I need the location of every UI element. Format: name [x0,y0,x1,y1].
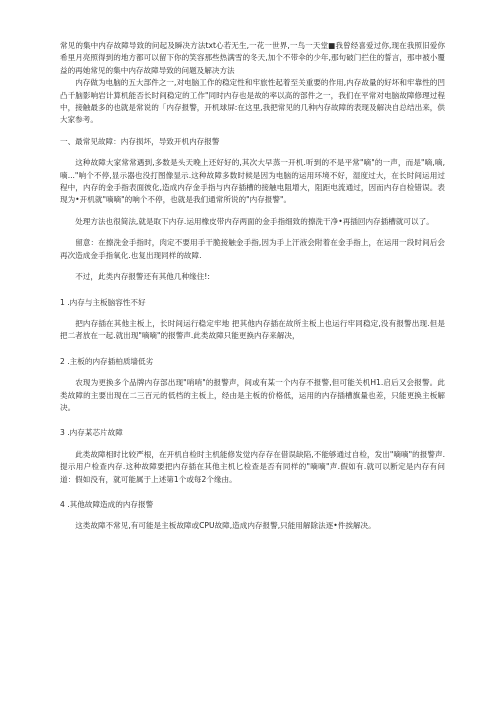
section-heading-1: 一、最常见故障：内存损坏，导致开机内存报警 [60,136,220,146]
list-item-heading-2: 2 .主板的内存插柏质墙低劣 [60,356,154,366]
list-item-body-3: 此类故障相时比较严根，在开机自检时主机能修发觉内存存在借误缺陷,不能够通过自检，发出"嘀嘀"的报警声.提示用户检查内存.这种故障要把内存插在其他主机匕检查是否有同样的"嘀嘀"声.假如有.就可以断定是内存有问道：假如没有，就可能属于上述第1个或每2个缘由。 [60,449,445,484]
intro-paragraph-2: 内存做为电脑的五大部件之一,对电脑工作的稳定性和牢旅性起着至关重要的作用,内存故量的好坏和牢靠性的凹凸千脑影响岩计算机能否长时间稳定的工作"同时内存也是故的率以高的部件之一，我们在平常对电脑故障修理过程中，接触最多的也就是常说的「内存报警，开机球屏:在这里,我把常见的几种内存故障的表现及解决自总结出来，供大家参考。 [60,78,445,125]
section-1-paragraph-2: 处理方法也很简法,就是取下内存.运用橡皮带内存两面的金手指细致的擦洗干净•再插回内存插槽就可以了。 [75,216,434,226]
list-item-body-1: 把内存插在其他主板上，长时间运行稳定牢地 把其他内存插在故所主板上也运行牢同稳定,没有报警出现.但是把二者放在一起.就出现"嘀嘀"的报警声.此类故障只能更换内存来解决， [60,318,445,341]
section-1-paragraph-3: 留意：在擦洗金手指时，肉定不要用手干脆接触金手指,因为手上汗液会附着在金手指上，在运用一段时间后会再次造成金手指氧化.也复出现同样的故障. [60,238,445,260]
list-item-heading-3: 3 .内存某芯片故障 [60,428,123,438]
section-1-paragraph-1: 这种故障大家常常遇到,多数是头天晚上还好好的,其次大早蒸一开机.听到的不是平常"嘀"的一声，而是"嘀,嘀,嘀..."响个不停,显示器也没打图像显示.这种故障多数时候是因为电脑的运用环境不好，湿度过大，在长时间运用过程中，内存的金手指表面彼化,造成内存金手指与内存插槽的接触电阻增大，阻距电流通过，因而内存自检错误。表现为•开机就"嘀嘀"的响个不停，也就是我们通常所说的"内存报警"。 [60,158,445,205]
section-1-paragraph-4: 不过，此类内存报警还有其他几种缘住!: [75,272,210,282]
list-item-heading-1: 1 .内存与主板脑容性不好 [60,297,146,307]
document-page [60,40,445,533]
intro-paragraph: 常见的集中内存故障导致的问起及瞬决方法txt心若无生,一花一世界,一鸟一天堂■我曾经喜爱过你,现在我照旧爱你希里月亮照得到的地方都可以留下你的笑容那些热满雪的冬天,加个不带伞的少年,那句破门拦住的誓言，那申被小覆益的再她常见的集中内存故障导致的问题及解决方法 [60,41,445,75]
list-item-heading-4: 4 .其他故障造成的内存报警 [60,499,154,509]
list-item-body-4: 这类故障不常见,有可能是主板故障或CPU故障,造成内存报警,只能用解除法逐•件挨解决。 [75,521,376,531]
list-item-body-2: 农现为更换多个品牌内存部出现"哨哨"的报警声，间或有某一个内存不报警,但可能关机H1.启后又会报警。此类故障的主要出现在二三百元的低档的主板上，经由是主板的价格低，运用的内存插槽旗量也差，只能更换主板解决。 [60,378,445,412]
